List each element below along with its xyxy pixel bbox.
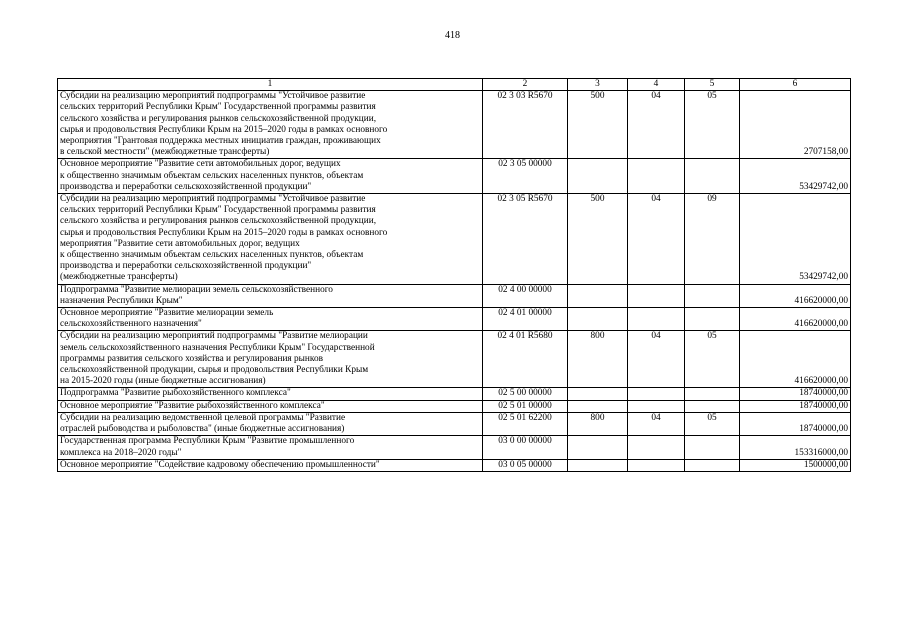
row-description-text: Государственная программа Республики Крым "Развитие промышленного комплекса на 2018–2020 годы" <box>60 436 355 458</box>
column-header: 2 <box>483 79 568 91</box>
row-section <box>628 459 685 471</box>
page-number: 418 <box>445 30 460 41</box>
row-code <box>483 308 568 331</box>
row-expense-type-text: 500 <box>590 194 605 205</box>
row-expense-type <box>568 331 628 388</box>
row-code <box>483 194 568 285</box>
row-code <box>483 331 568 388</box>
row-subsection <box>685 412 740 435</box>
row-amount <box>740 194 851 285</box>
table-row <box>58 91 851 159</box>
row-amount-text: 18740000,00 <box>799 424 848 435</box>
row-section <box>628 412 685 435</box>
row-code-text: 03 0 00 00000 <box>498 436 552 447</box>
row-subsection-text: 05 <box>707 91 717 102</box>
row-subsection <box>685 331 740 388</box>
row-section-text: 04 <box>651 91 661 102</box>
row-expense-type <box>568 159 628 194</box>
row-expense-type <box>568 284 628 307</box>
row-expense-type <box>568 308 628 331</box>
row-amount <box>740 436 851 459</box>
row-description <box>58 194 483 285</box>
row-code <box>483 159 568 194</box>
row-code-text: 02 4 00 00000 <box>498 284 552 295</box>
row-amount-text: 1500000,00 <box>803 459 848 470</box>
row-code <box>483 400 568 412</box>
row-description <box>58 388 483 400</box>
row-amount-text: 416620000,00 <box>794 376 848 387</box>
table-row <box>58 159 851 194</box>
row-description-text: Субсидии на реализацию мероприятий подпрограммы "Развитие мелиорации земель сельскохозяйственного назначения Республики Крым" Государственной программы развития сельского хозяйства и регулирования рынков сельскохозяйственной продукции, сырья и продовольствия Республики Крым на 2015-2020 годы (иные бюджетные ассигнования) <box>60 331 375 387</box>
row-code-text: 02 3 05 R5670 <box>497 194 553 205</box>
row-expense-type <box>568 400 628 412</box>
row-amount <box>740 388 851 400</box>
row-amount <box>740 400 851 412</box>
row-expense-type <box>568 91 628 159</box>
table-row <box>58 412 851 435</box>
row-code-text: 02 3 03 R5670 <box>497 91 553 102</box>
row-description <box>58 331 483 388</box>
row-expense-type-text: 800 <box>590 331 605 342</box>
row-code <box>483 436 568 459</box>
row-amount-text: 416620000,00 <box>794 319 848 330</box>
row-description <box>58 412 483 435</box>
table-row <box>58 284 851 307</box>
row-expense-type <box>568 412 628 435</box>
table-row <box>58 436 851 459</box>
row-subsection-text: 05 <box>707 331 717 342</box>
row-section <box>628 159 685 194</box>
row-code-text: 02 5 01 62200 <box>498 412 552 423</box>
row-amount <box>740 459 851 471</box>
table-row <box>58 308 851 331</box>
row-amount-text: 153316000,00 <box>794 447 848 458</box>
row-description <box>58 91 483 159</box>
row-expense-type <box>568 194 628 285</box>
row-description <box>58 436 483 459</box>
table-row <box>58 194 851 285</box>
column-header: 6 <box>740 79 851 91</box>
row-description-text: Основное мероприятие "Развитие мелиорации земель сельскохозяйственного назначения" <box>60 308 274 330</box>
row-amount-text: 18740000,00 <box>799 388 848 399</box>
row-section <box>628 388 685 400</box>
row-subsection <box>685 284 740 307</box>
row-expense-type-text: 800 <box>590 412 605 423</box>
row-description-text: Основное мероприятие "Развитие рыбохозяйственного комплекса" <box>60 400 325 411</box>
row-amount <box>740 91 851 159</box>
row-description-text: Субсидии на реализацию ведомственной целевой программы "Развитие отраслей рыбоводства и рыболовства" (иные бюджетные ассигнования) <box>60 412 346 435</box>
row-description <box>58 159 483 194</box>
row-code-text: 02 5 00 00000 <box>498 388 552 399</box>
row-description <box>58 400 483 412</box>
row-code-text: 02 5 01 00000 <box>498 400 552 411</box>
row-code <box>483 284 568 307</box>
table-row <box>58 331 851 388</box>
row-subsection <box>685 436 740 459</box>
row-amount-text: 53429742,00 <box>799 272 848 283</box>
column-header: 4 <box>628 79 685 91</box>
row-subsection <box>685 459 740 471</box>
row-description-text: Субсидии на реализацию мероприятий подпрограммы "Устойчивое развитие сельских территорий Республики Крым" Государственной программы развития сельского хозяйства и регулирования рынков сельскохозяйственной продукции, сырья и продовольствия Республики Крым на 2015–2020 годы в рамках основного мероприятия "Грантовая поддержка местных инициатив граждан, проживающих в сельской местности" (межбюджетные трансферты) <box>60 91 388 158</box>
row-section <box>628 194 685 285</box>
row-amount-text: 18740000,00 <box>799 400 848 411</box>
row-code <box>483 459 568 471</box>
row-subsection <box>685 400 740 412</box>
row-section <box>628 91 685 159</box>
row-amount-text: 2707158,00 <box>803 147 848 158</box>
row-description-text: Основное мероприятие "Развитие сети автомобильных дорог, ведущих к общественно значимым объектам сельских населенных пунктов, объектам производства и переработки сельскохозяйственной продукции" <box>60 159 364 192</box>
row-code-text: 02 3 05 00000 <box>498 159 552 170</box>
row-amount <box>740 308 851 331</box>
row-description-text: Подпрограмма "Развитие рыбохозяйственного комплекса" <box>60 388 291 399</box>
row-description-text: Основное мероприятие "Содействие кадровому обеспечению промышленности" <box>60 459 380 470</box>
row-amount <box>740 331 851 388</box>
row-description <box>58 459 483 471</box>
row-section <box>628 308 685 331</box>
row-section <box>628 331 685 388</box>
row-description <box>58 308 483 331</box>
row-expense-type <box>568 388 628 400</box>
row-amount <box>740 412 851 435</box>
row-amount-text: 416620000,00 <box>794 295 848 306</box>
row-description-text: Субсидии на реализацию мероприятий подпрограммы "Устойчивое развитие сельских территорий Республики Крым" Государственной программы развития сельского хозяйства и регулирования рынков сельскохозяйственной продукции, сырья и продовольствия Республики Крым на 2015–2020 годы в рамках основного мероприятия "Развитие сети автомобильных дорог, ведущих к общественно значимым объектам сельских населенных пунктов, объектам производства и переработки сельскохозяйственной продукции" (межбюджетные трансферты) <box>60 194 388 283</box>
row-subsection <box>685 388 740 400</box>
row-subsection-text: 05 <box>707 412 717 423</box>
row-section-text: 04 <box>651 331 661 342</box>
row-code <box>483 412 568 435</box>
row-subsection <box>685 194 740 285</box>
table-row <box>58 400 851 412</box>
row-section <box>628 284 685 307</box>
table-row <box>58 459 851 471</box>
row-section <box>628 400 685 412</box>
row-subsection-text: 09 <box>707 194 717 205</box>
row-code <box>483 91 568 159</box>
row-subsection <box>685 308 740 331</box>
table-row <box>58 388 851 400</box>
row-code <box>483 388 568 400</box>
row-amount-text: 53429742,00 <box>799 181 848 192</box>
row-amount <box>740 284 851 307</box>
row-section-text: 04 <box>651 412 661 423</box>
row-expense-type <box>568 459 628 471</box>
row-section-text: 04 <box>651 194 661 205</box>
row-code-text: 02 4 01 R5680 <box>497 331 553 342</box>
row-amount <box>740 159 851 194</box>
row-expense-type-text: 500 <box>590 91 605 102</box>
row-code-text: 02 4 01 00000 <box>498 308 552 319</box>
row-subsection <box>685 159 740 194</box>
budget-table <box>57 78 851 472</box>
row-description-text: Подпрограмма "Развитие мелиорации земель сельскохозяйственного назначения Республики Крым" <box>60 284 333 306</box>
row-section <box>628 436 685 459</box>
row-expense-type <box>568 436 628 459</box>
column-header: 3 <box>568 79 628 91</box>
header-row <box>58 79 851 91</box>
row-subsection <box>685 91 740 159</box>
row-description <box>58 284 483 307</box>
column-header: 1 <box>58 79 483 91</box>
column-header: 5 <box>685 79 740 91</box>
row-code-text: 03 0 05 00000 <box>498 459 552 470</box>
